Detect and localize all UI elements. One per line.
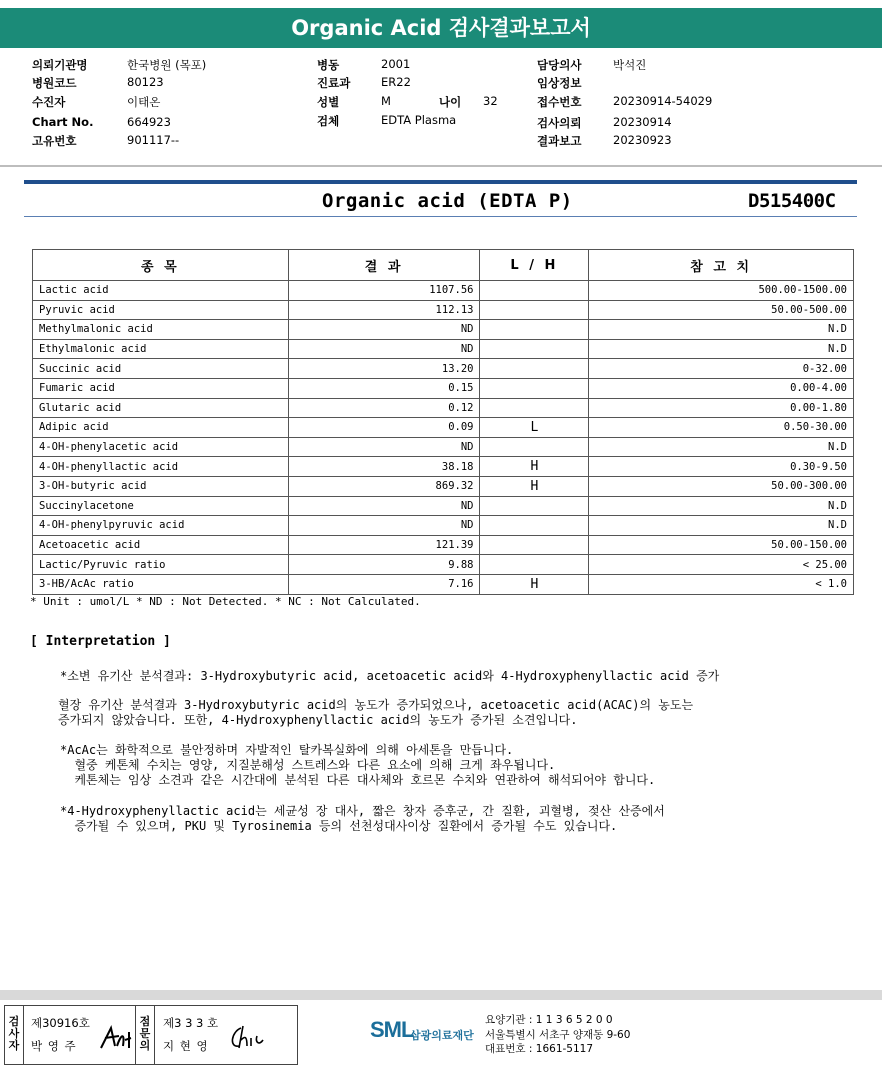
row-lh-flag [480, 281, 589, 301]
company-name: 삼광의료재단 [410, 1029, 474, 1042]
row-reference: 0.00-4.00 [589, 378, 854, 398]
interpretation-paragraph-2: *AcAc는 화학적으로 불안정하며 자발적인 탈카복실화에 의해 아세톤을 만듭니다. 혈중 케톤체 수치는 영양, 지질분해성 스트레스와 다른 요소에 의해 크게 좌우됩니다. 케톤체는 임상 소견과 같은 시간대에 분석된 다른 대사체와 호르몬 수치와 연관하여 해석되어야 합니다. [60, 743, 656, 787]
label-chart-no: Chart No. [32, 115, 94, 129]
row-reference: N.D [589, 339, 854, 359]
row-reference: < 1.0 [589, 574, 854, 594]
label-patient: 수진자 [32, 95, 66, 109]
row-item-name: Succinylacetone [33, 496, 289, 516]
row-reference: 500.00-1500.00 [589, 281, 854, 301]
row-result: ND [288, 339, 480, 359]
row-lh-flag [480, 398, 589, 418]
row-lh-flag [480, 535, 589, 555]
row-lh-flag [480, 496, 589, 516]
label-ward: 병동 [317, 58, 340, 72]
row-lh-flag [480, 300, 589, 320]
company-info: 요양기관 : 1 1 3 6 5 2 0 0 서울특별시 서초구 양재동 9-60 대표번호 : 1661-5117 [485, 1014, 631, 1055]
row-lh-flag: H [480, 476, 589, 496]
row-item-name: Glutaric acid [33, 398, 289, 418]
header-reference: 참 고 치 [589, 250, 854, 281]
section-rule-top [24, 180, 857, 184]
row-reference: 50.00-150.00 [589, 535, 854, 555]
specialist-signature [227, 1022, 267, 1052]
value-request-date: 20230914 [613, 115, 672, 129]
tester-name: 박 영 주 [31, 1039, 77, 1053]
row-result: 121.39 [288, 535, 480, 555]
table-row [33, 378, 854, 398]
row-reference: 50.00-300.00 [589, 476, 854, 496]
results-table [32, 249, 854, 595]
row-item-name: 4-OH-phenylacetic acid [33, 437, 289, 457]
interpretation-paragraph-1: 혈장 유기산 분석결과 3-Hydroxybutyric acid의 농도가 증가되었으나, acetoacetic acid(ACAC)의 농도는 증가되지 않았습니다. 또한, 4-Hydroxyphenyllactic acid의 농도가 증가된 소견입니다. [58, 698, 694, 727]
row-lh-flag: H [480, 574, 589, 594]
header-item: 종 목 [33, 250, 289, 281]
row-reference: 0.00-1.80 [589, 398, 854, 418]
label-report-date: 결과보고 [537, 134, 582, 148]
row-result: 0.12 [288, 398, 480, 418]
value-unique-no: 901117-- [127, 133, 180, 147]
tester-label: 검사자 [8, 1015, 20, 1052]
table-row [33, 437, 854, 457]
row-reference: N.D [589, 320, 854, 340]
label-request-date: 검사의뢰 [537, 116, 582, 130]
row-result: 9.88 [288, 555, 480, 575]
row-lh-flag [480, 516, 589, 536]
tester-signature [97, 1024, 137, 1054]
row-result: 7.16 [288, 574, 480, 594]
table-row [33, 398, 854, 418]
row-result: ND [288, 516, 480, 536]
row-result: 38.18 [288, 457, 480, 477]
row-reference: N.D [589, 437, 854, 457]
table-row [33, 281, 854, 301]
row-reference: 0.30-9.50 [589, 457, 854, 477]
row-reference: 0.50-30.00 [589, 418, 854, 438]
table-row [33, 339, 854, 359]
row-result: 1107.56 [288, 281, 480, 301]
table-row [33, 300, 854, 320]
specialist-license-no: 제3 3 3 호 [163, 1016, 219, 1030]
table-row [33, 555, 854, 575]
table-row [33, 496, 854, 516]
row-item-name: Fumaric acid [33, 378, 289, 398]
header-result: 결 과 [288, 250, 480, 281]
label-clinical-info: 임상정보 [537, 76, 582, 90]
row-lh-flag [480, 359, 589, 379]
value-doctor: 박석진 [613, 58, 647, 72]
footnote: * Unit : umol/L * ND : Not Detected. * NC : Not Calculated. [30, 595, 421, 608]
value-institution: 한국병원 (목포) [127, 58, 207, 72]
row-result: 0.09 [288, 418, 480, 438]
table-row [33, 418, 854, 438]
row-lh-flag [480, 555, 589, 575]
table-row [33, 476, 854, 496]
row-result: ND [288, 320, 480, 340]
header-lh: L / H [480, 250, 589, 281]
label-specimen: 검체 [317, 114, 340, 128]
value-receipt-no: 20230914-54029 [613, 94, 713, 108]
value-hospital-code: 80123 [127, 75, 164, 89]
label-receipt-no: 접수번호 [537, 95, 582, 109]
row-item-name: Adipic acid [33, 418, 289, 438]
row-item-name: 3-OH-butyric acid [33, 476, 289, 496]
table-row [33, 457, 854, 477]
footer-band [0, 990, 882, 1000]
value-sex: M [381, 94, 391, 108]
value-chart-no: 664923 [127, 115, 171, 129]
specialist-label: 점문의 [139, 1015, 151, 1052]
value-report-date: 20230923 [613, 133, 672, 147]
row-item-name: Acetoacetic acid [33, 535, 289, 555]
label-institution: 의뢰기관명 [32, 58, 88, 72]
row-item-name: 4-OH-phenylpyruvic acid [33, 516, 289, 536]
table-row [33, 535, 854, 555]
row-reference: 50.00-500.00 [589, 300, 854, 320]
section-rule-bottom [24, 216, 857, 217]
row-item-name: 4-OH-phenyllactic acid [33, 457, 289, 477]
table-row [33, 574, 854, 594]
label-sex: 성별 [317, 95, 340, 109]
tester-license-no: 제30916호 [31, 1016, 90, 1030]
section-code: D515400C [748, 190, 836, 212]
row-item-name: Lactic/Pyruvic ratio [33, 555, 289, 575]
table-header-row [33, 250, 854, 281]
company-logo: SML [370, 1017, 414, 1042]
row-result: ND [288, 496, 480, 516]
row-lh-flag [480, 320, 589, 340]
label-hospital-code: 병원코드 [32, 76, 77, 90]
table-row [33, 320, 854, 340]
interpretation-paragraph-3: *4-Hydroxyphenyllactic acid는 세균성 장 대사, 짧은 창자 증후군, 간 질환, 괴혈병, 젖산 산증에서 증가될 수 있으며, PKU 및 Tyrosinemia 등의 선천성대사이상 질환에서 증가될 수도 있습니다. [60, 804, 665, 833]
row-item-name: Lactic acid [33, 281, 289, 301]
header-divider [0, 165, 882, 167]
value-age: 32 [483, 94, 498, 108]
row-lh-flag [480, 378, 589, 398]
table-row [33, 516, 854, 536]
label-doctor: 담당의사 [537, 58, 582, 72]
interpretation-summary: *소변 유기산 분석결과: 3-Hydroxybutyric acid, acetoacetic acid와 4-Hydroxyphenyllactic acid 증가 [60, 669, 720, 683]
row-item-name: Succinic acid [33, 359, 289, 379]
signature-box [4, 1005, 298, 1065]
row-result: 869.32 [288, 476, 480, 496]
table-row [33, 359, 854, 379]
row-item-name: Ethylmalonic acid [33, 339, 289, 359]
value-patient: 이태온 [127, 95, 161, 109]
value-specimen: EDTA Plasma [381, 113, 457, 127]
value-ward: 2001 [381, 57, 411, 71]
row-result: 13.20 [288, 359, 480, 379]
row-reference: N.D [589, 496, 854, 516]
row-result: ND [288, 437, 480, 457]
label-age: 나이 [439, 95, 462, 109]
value-department: ER22 [381, 75, 411, 89]
row-lh-flag: L [480, 418, 589, 438]
label-department: 진료과 [317, 76, 351, 90]
row-item-name: Methylmalonic acid [33, 320, 289, 340]
row-result: 112.13 [288, 300, 480, 320]
label-unique-no: 고유번호 [32, 134, 77, 148]
row-item-name: 3-HB/AcAc ratio [33, 574, 289, 594]
row-lh-flag [480, 437, 589, 457]
row-reference: < 25.00 [589, 555, 854, 575]
row-item-name: Pyruvic acid [33, 300, 289, 320]
interpretation-title: [ Interpretation ] [30, 634, 171, 649]
row-lh-flag [480, 339, 589, 359]
specialist-name: 지 현 영 [163, 1039, 209, 1053]
row-result: 0.15 [288, 378, 480, 398]
row-lh-flag: H [480, 457, 589, 477]
report-title: Organic Acid 검사결과보고서 [0, 8, 882, 48]
row-reference: N.D [589, 516, 854, 536]
row-reference: 0-32.00 [589, 359, 854, 379]
section-title: Organic acid (EDTA P) [322, 190, 573, 212]
